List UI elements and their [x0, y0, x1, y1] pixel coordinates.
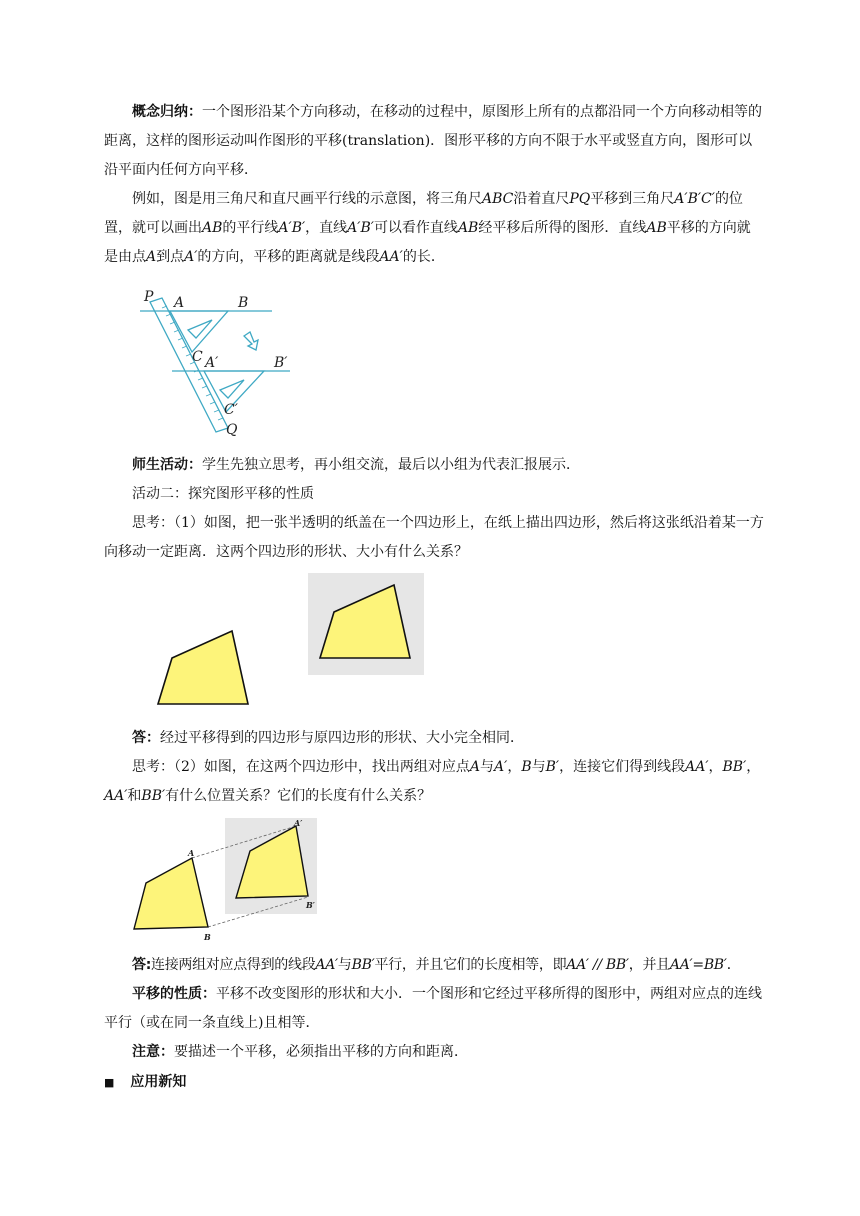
text-run: ．	[726, 957, 741, 973]
label-b-prime: B′	[274, 355, 288, 371]
corresponding-points-figure	[128, 816, 328, 944]
math-a-prime: A′	[184, 249, 198, 265]
note-text: 要描述一个平移，必须指出平移的方向和距离．	[174, 1044, 468, 1060]
text-run: 与	[480, 759, 495, 775]
text-run: ，	[708, 759, 723, 775]
label-b-prime: B′	[306, 900, 315, 910]
text-run: ，	[746, 759, 761, 775]
quadrilateral-abcd	[134, 858, 208, 929]
math-bb-prime: BB′	[722, 759, 747, 775]
quadrilateral-figure	[150, 570, 430, 710]
text-run: 与	[531, 759, 546, 775]
answer-text: 经过平移得到的四边形与原四边形的形状、大小完全相同．	[160, 730, 524, 746]
label-b: B	[204, 932, 211, 942]
text-run: ，	[507, 759, 522, 775]
math-ab-prime: A′B′	[278, 220, 306, 236]
translation-arrow	[244, 332, 258, 350]
answer-label: 答：	[132, 730, 160, 746]
text-run: 与	[337, 957, 352, 973]
text-run: 的平行线	[222, 220, 279, 236]
text-run: 和	[127, 788, 142, 804]
label-p: P	[144, 289, 154, 305]
ruler-triangle-figure	[132, 286, 302, 438]
text-run: 例如，图是用三角尺和直尺画平行线的示意图，将三角尺	[132, 191, 482, 207]
math-ab: AB	[202, 220, 223, 236]
text-run: 平行，并且它们的长度相等，即	[374, 957, 567, 973]
text-run: 思考：（2）如图，在这两个四边形中，找出两组对应点	[132, 759, 470, 775]
math-a: A	[146, 249, 157, 265]
property-paragraph	[104, 980, 764, 1038]
math-aa-prime: AA′	[379, 249, 403, 265]
triangle-abc-inner	[188, 320, 212, 338]
math-ab: AB	[457, 220, 479, 236]
answer-one-paragraph	[104, 724, 764, 753]
text-run: 经平移后所得的图形．直线	[478, 220, 647, 236]
text-run: ，并且	[628, 957, 670, 973]
property-text: 平移不改变图形的形状和大小．一个图形和它经过平移所得的图形中，两组对应点的连线平行（或在同一条直线上)且相等．	[104, 986, 762, 1031]
example-paragraph	[104, 185, 764, 272]
activity-paragraph	[104, 451, 764, 480]
math-ab: AB	[646, 220, 667, 236]
text-run: 可以看作直线	[373, 220, 458, 236]
math-b-prime: B′	[545, 759, 560, 775]
text-run: 的位置，就可以画出	[104, 191, 743, 236]
label-a-prime: A′	[205, 355, 219, 371]
section-title: 应用新知	[130, 1074, 187, 1090]
bullet-square-icon: ■	[104, 1076, 115, 1089]
text-run: 沿着直尺	[513, 191, 570, 207]
label-q: Q	[226, 422, 238, 438]
label-a: A	[188, 848, 195, 858]
math-equal-relation: AA′=BB′	[669, 957, 727, 973]
concept-text: 一个图形沿某个方向移动，在移动的过程中，原图形上所有的点都沿同一个方向移动相等的距离，这样的图形运动叫作图形的平移(translation)．图形平移的方向不限于水平或竖直方向，图形可以沿平面内任何方向平移．	[104, 104, 762, 178]
concept-label: 概念归纳：	[132, 104, 202, 120]
math-a: A	[469, 759, 481, 775]
text-run: 的方向，平移的距离就是线段	[197, 249, 380, 265]
answer-label: 答:	[132, 957, 151, 973]
math-ab-prime: A′B′	[347, 220, 374, 236]
math-parallel-relation: AA′ // BB′	[566, 957, 629, 973]
label-a: A	[174, 295, 185, 311]
text-run: 连接两组对应点得到的线段	[151, 957, 316, 973]
label-b: B	[238, 295, 249, 311]
activity-label: 师生活动：	[132, 457, 202, 473]
think-two-paragraph	[104, 753, 764, 811]
text-run: 平移的方向就是由点	[104, 220, 751, 265]
text-run: 平移到三角尺	[590, 191, 675, 207]
math-b: B	[521, 759, 532, 775]
original-quadrilateral	[158, 631, 248, 704]
label-c-prime: C′	[224, 402, 238, 418]
math-abc: ABC	[482, 191, 514, 207]
text-run: 到点	[156, 249, 185, 265]
section-heading	[104, 1068, 764, 1097]
think-one-paragraph: 思考：（1）如图，把一张半透明的纸盖在一个四边形上，在纸上描出四边形，然后将这张纸沿着某一方向移动一定距离．这两个四边形的形状、大小有什么关系？	[104, 515, 764, 560]
math-aa-prime: AA′	[104, 788, 128, 804]
concept-paragraph	[104, 98, 764, 185]
label-a-prime: A′	[294, 818, 303, 828]
property-label: 平移的性质：	[132, 986, 216, 1002]
answer-two-paragraph	[104, 951, 764, 980]
math-aa-prime: AA′	[685, 759, 709, 775]
activity-two-title: 活动二：探究图形平移的性质	[132, 486, 314, 502]
text-run: ，连接它们得到线段	[559, 759, 686, 775]
math-pq: PQ	[569, 191, 591, 207]
math-bb-prime: BB′	[141, 788, 166, 804]
math-a-prime: A′	[494, 759, 508, 775]
math-bb-prime: BB′	[351, 957, 375, 973]
math-abc-prime: A′B′C′	[674, 191, 715, 207]
activity-text: 学生先独立思考，再小组交流，最后以小组为代表汇报展示．	[202, 457, 580, 473]
text-run: ，直线	[305, 220, 348, 236]
triangle-abc-prime-inner	[220, 380, 244, 398]
label-c: C	[192, 349, 203, 365]
note-label: 注意：	[132, 1044, 174, 1060]
text-run: 的长．	[402, 249, 445, 265]
text-run: 有什么位置关系？它们的长度有什么关系？	[165, 788, 432, 804]
note-paragraph	[104, 1038, 764, 1067]
math-aa-prime: AA′	[315, 957, 338, 973]
